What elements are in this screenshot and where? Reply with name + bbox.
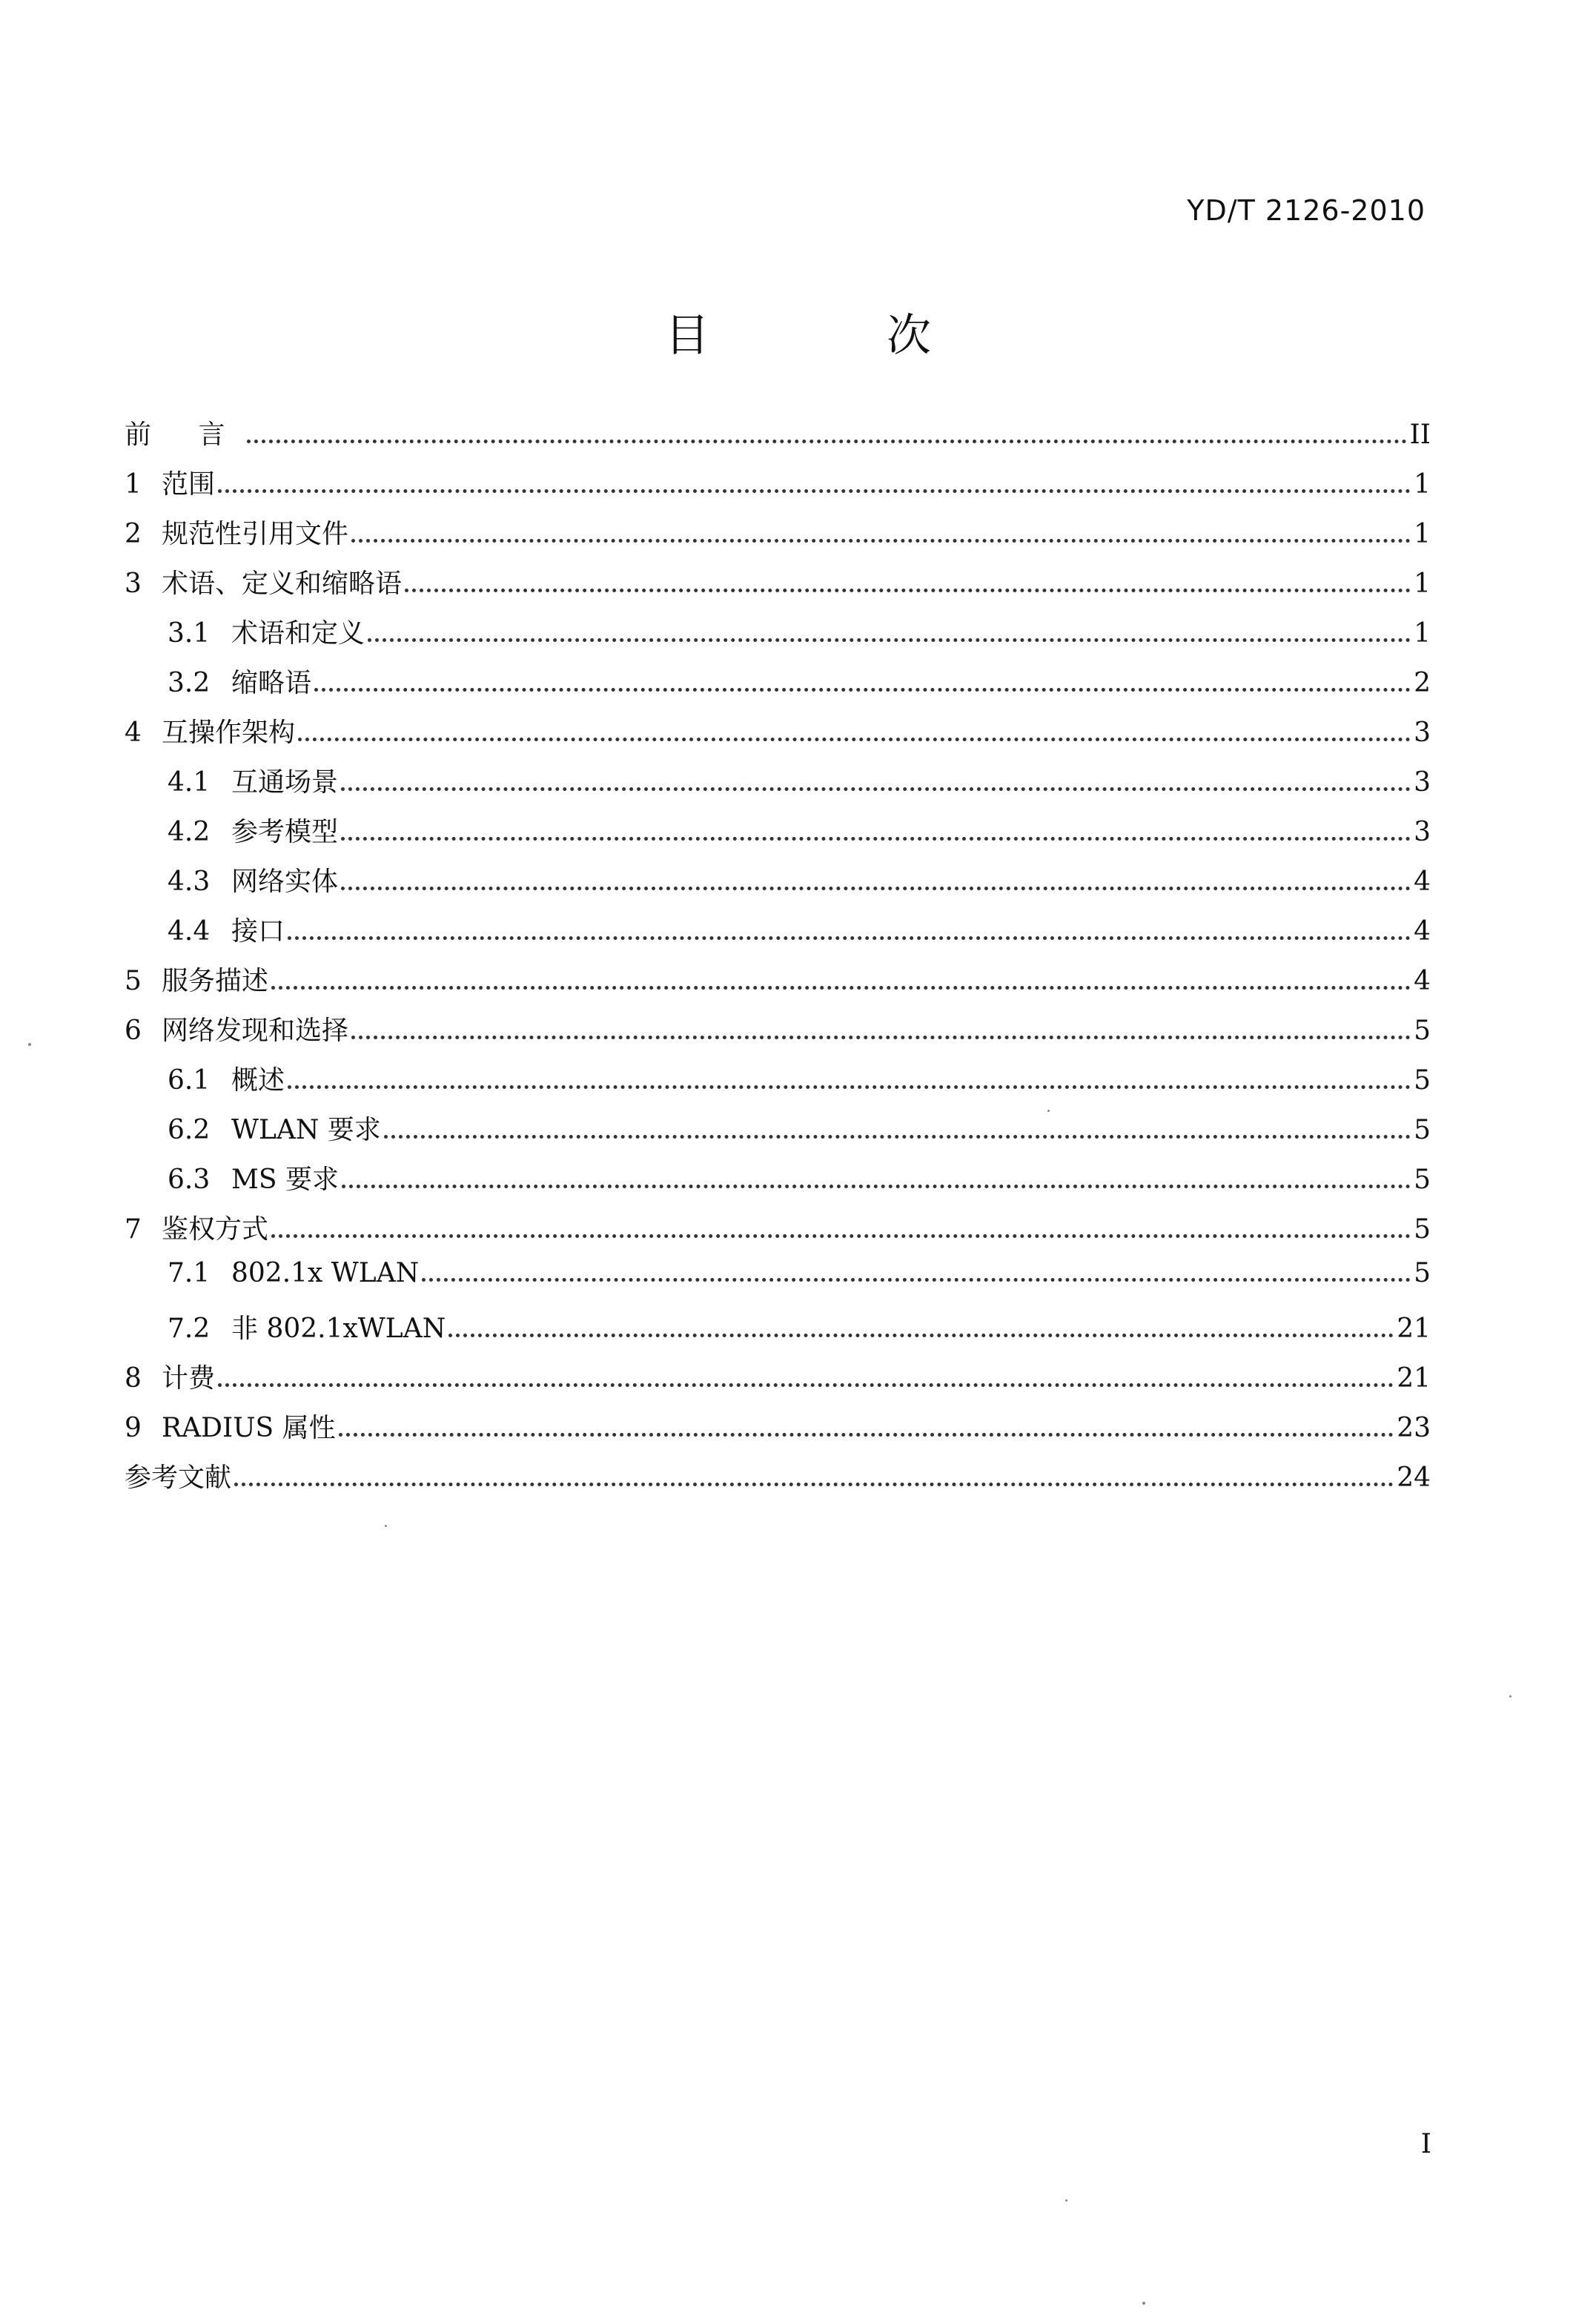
toc-entry-6[interactable] (125, 1010, 1431, 1059)
toc-entry-4-4[interactable] (125, 910, 1431, 960)
toc-entry-number: 4.3 (168, 867, 211, 897)
toc-entry-number: 9 (125, 1413, 142, 1443)
toc-entry-4-1[interactable] (125, 761, 1431, 811)
toc-leader (448, 1333, 1394, 1337)
toc-entry-number: 2 (125, 519, 142, 549)
toc-entry-4-3[interactable] (125, 861, 1431, 910)
toc-entry-text: 术语和定义 (231, 618, 365, 649)
toc-entry-page: 3 (1414, 718, 1431, 748)
toc-entry-2[interactable] (125, 513, 1431, 563)
scan-speck (1509, 1695, 1511, 1698)
toc-leader (288, 1085, 1411, 1089)
toc-entry-number: 4 (125, 718, 142, 748)
toc-entry-number: 6.1 (168, 1065, 211, 1096)
toc-entry-3-1[interactable] (125, 612, 1431, 662)
toc-entry-5[interactable] (125, 960, 1431, 1010)
toc-entry-7-1[interactable] (125, 1258, 1431, 1308)
toc-entry-7[interactable] (125, 1208, 1431, 1258)
toc-entry-4[interactable] (125, 712, 1431, 761)
toc-entry-references[interactable] (125, 1457, 1431, 1506)
toc-leader (271, 985, 1411, 990)
toc-entry-number: 7.2 (168, 1314, 211, 1344)
toc-entry-8[interactable] (125, 1357, 1431, 1407)
toc-entry-page: 5 (1414, 1165, 1431, 1195)
toc-entry-number: 4.4 (168, 916, 211, 947)
toc-entry-text: 接口 (231, 916, 285, 947)
toc-leader (314, 687, 1411, 692)
toc-entry-page: 21 (1397, 1363, 1431, 1394)
toc-entry-6-3[interactable] (125, 1159, 1431, 1208)
toc-entry-page: 3 (1414, 767, 1431, 798)
toc-entry-page: 1 (1414, 618, 1431, 649)
toc-entry-page: 4 (1414, 966, 1431, 996)
toc-entry-4-2[interactable] (125, 811, 1431, 861)
toc-leader (218, 1382, 1394, 1387)
toc-leader (218, 489, 1411, 493)
toc-entry-text: MS 要求 (231, 1165, 339, 1195)
toc-leader (298, 737, 1411, 741)
toc-entry-text: 前 言 (125, 420, 245, 450)
toc-entry-page: 24 (1397, 1463, 1431, 1493)
toc-entry-text: WLAN 要求 (231, 1115, 381, 1145)
scan-speck (1142, 2302, 1145, 2305)
toc-entry-text: RADIUS 属性 (162, 1413, 336, 1443)
toc-entry-number: 6.2 (168, 1115, 211, 1145)
scan-speck (385, 1525, 387, 1527)
toc-entry-number: 4.2 (168, 817, 211, 847)
toc-entry-6-1[interactable] (125, 1059, 1431, 1109)
toc-entry-number: 4.1 (168, 767, 211, 798)
toc-entry-text: 802.1x WLAN (231, 1258, 420, 1288)
toc-entry-page: 23 (1397, 1413, 1431, 1443)
scan-speck (28, 1043, 31, 1046)
toc-leader (384, 1134, 1411, 1139)
toc-entry-text: 范围 (162, 469, 216, 500)
toc-leader (341, 787, 1411, 791)
toc-entry-number: 7 (125, 1214, 142, 1245)
toc-entry-number: 3.1 (168, 618, 211, 649)
toc-entry-text: 参考模型 (231, 817, 339, 847)
toc-entry-text: 缩略语 (231, 668, 312, 698)
toc-entry-foreword[interactable] (125, 414, 1431, 463)
toc-entry-page: 5 (1414, 1214, 1431, 1245)
toc-leader (339, 1432, 1394, 1437)
toc-entry-6-2[interactable] (125, 1109, 1431, 1159)
toc-entry-7-2[interactable] (125, 1308, 1431, 1357)
toc-entry-number: 3 (125, 569, 142, 599)
toc-leader (351, 538, 1411, 543)
page-number: I (1420, 2129, 1431, 2159)
toc-entry-page: 4 (1414, 867, 1431, 897)
toc-entry-page: 3 (1414, 817, 1431, 847)
toc-leader (422, 1277, 1411, 1282)
toc-entry-text: 网络发现和选择 (162, 1016, 349, 1046)
toc-entry-page: 1 (1414, 519, 1431, 549)
toc-entry-number: 3.2 (168, 668, 211, 698)
toc-leader (288, 936, 1411, 940)
toc-entry-3[interactable] (125, 563, 1431, 612)
toc-entry-text: 互操作架构 (162, 718, 296, 748)
toc-leader (341, 836, 1411, 841)
toc-leader (234, 1482, 1394, 1486)
toc-entry-text: 非 802.1xWLAN (231, 1314, 446, 1344)
toc-entry-page: 2 (1414, 668, 1431, 698)
toc-entry-page: 21 (1397, 1314, 1431, 1344)
toc-entry-text: 规范性引用文件 (162, 519, 349, 549)
toc-entry-1[interactable] (125, 463, 1431, 513)
toc-leader (368, 638, 1411, 642)
toc-entry-9[interactable] (125, 1407, 1431, 1457)
standard-code: YD/T 2126-2010 (1187, 194, 1426, 227)
toc-entry-page: 1 (1414, 569, 1431, 599)
toc-list (125, 414, 1431, 1506)
toc-entry-page: 5 (1414, 1065, 1431, 1096)
toc-entry-page: 4 (1414, 916, 1431, 947)
toc-leader (341, 886, 1411, 890)
toc-entry-number: 5 (125, 966, 142, 996)
toc-entry-number: 6.3 (168, 1165, 211, 1195)
toc-entry-text: 计费 (162, 1363, 216, 1394)
toc-leader (351, 1035, 1411, 1039)
toc-entry-3-2[interactable] (125, 662, 1431, 712)
toc-entry-text: 术语、定义和缩略语 (162, 569, 403, 599)
scan-speck (1047, 1110, 1050, 1112)
toc-entry-page: 1 (1414, 469, 1431, 500)
toc-entry-number: 1 (125, 469, 142, 500)
toc-entry-page: 5 (1414, 1258, 1431, 1288)
toc-entry-page: II (1409, 420, 1431, 450)
toc-entry-number: 6 (125, 1016, 142, 1046)
toc-entry-page: 5 (1414, 1016, 1431, 1046)
scan-speck (1065, 2199, 1067, 2202)
toc-entry-text: 服务描述 (162, 966, 269, 996)
toc-leader (342, 1184, 1411, 1188)
toc-entry-number: 8 (125, 1363, 142, 1394)
toc-entry-text: 鉴权方式 (162, 1214, 269, 1245)
toc-leader (405, 588, 1411, 592)
toc-entry-text: 网络实体 (231, 867, 339, 897)
toc-leader (247, 439, 1406, 443)
toc-leader (271, 1233, 1411, 1238)
toc-entry-number: 7.1 (168, 1258, 211, 1288)
toc-entry-text: 互通场景 (231, 767, 339, 798)
toc-entry-text: 参考文献 (125, 1463, 232, 1493)
toc-entry-text: 概述 (231, 1065, 285, 1096)
toc-entry-page: 5 (1414, 1115, 1431, 1145)
toc-title: 目 次 (664, 310, 1013, 362)
